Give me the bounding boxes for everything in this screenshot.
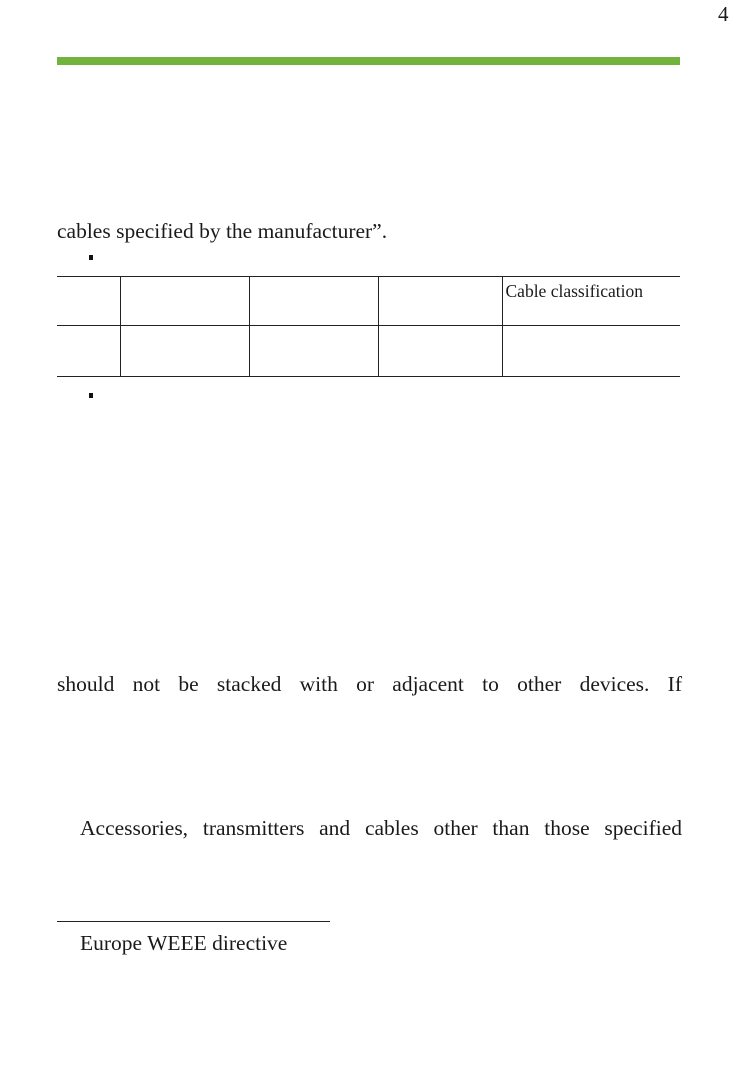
table-cell [57,326,120,377]
table-cell [249,326,378,377]
cables-specified-text: cables specified by the manufacturer”. [57,219,388,243]
table-row [57,326,680,377]
bullet-marker [89,393,93,398]
accessories-warning-text: Accessories, transmitters and cables other than those specified [80,816,682,840]
table-cell [57,277,120,326]
table-cell [378,277,502,326]
table-header-row [57,277,680,326]
table-cell [502,326,680,377]
bullet-marker [89,255,93,260]
section-divider [57,921,330,922]
cable-table [57,276,680,377]
header-accent-bar [57,57,680,65]
cable-classification-header: Cable classification [502,277,680,326]
table-cell [120,277,249,326]
table-cell [249,277,378,326]
table-cell [378,326,502,377]
stacking-warning-text: should not be stacked with or adjacent to other devices. If [57,672,682,696]
page-number: 4 [718,2,729,26]
table-cell [120,326,249,377]
weee-directive-heading: Europe WEEE directive [80,931,288,955]
